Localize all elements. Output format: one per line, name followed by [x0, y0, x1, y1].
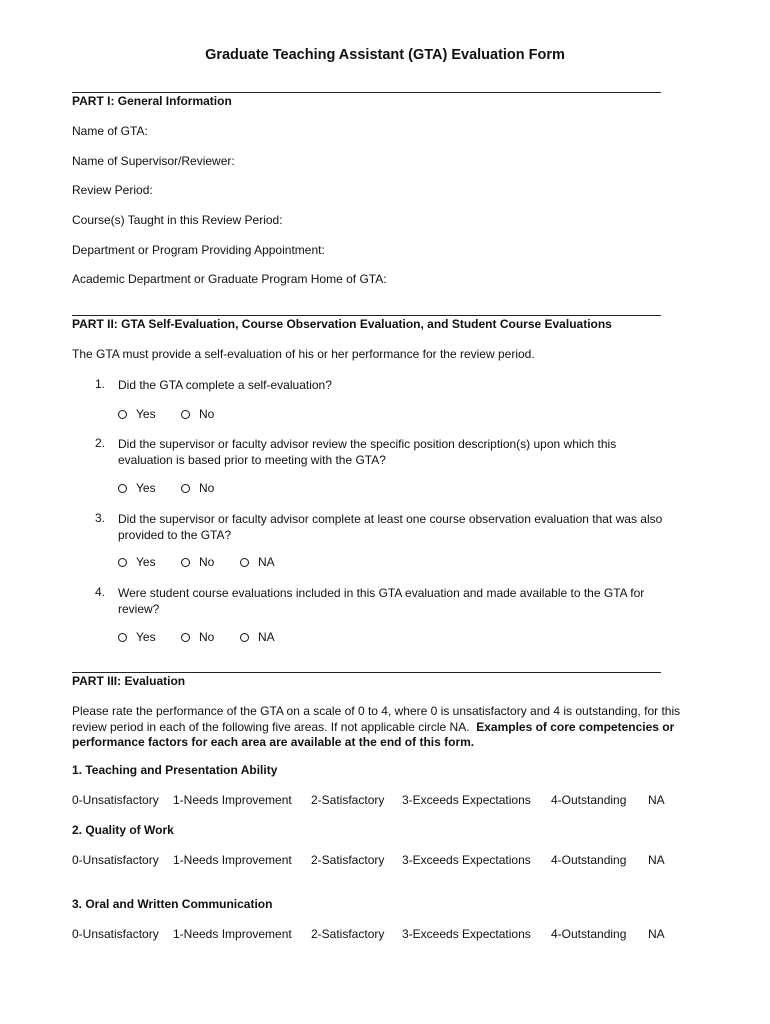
radio-label: NA [258, 630, 275, 644]
radio-circle-icon[interactable] [240, 558, 249, 567]
part3-intro-text: Please rate the performance of the GTA on a scale of 0 to 4, where 0 is unsatisfactory and 4 is outstanding, for this review period in each of the following five areas. If not applicable circle NA. [72, 704, 681, 734]
rating-option-1[interactable]: 1-Needs Improvement [173, 853, 292, 867]
radio-q4-no[interactable] [181, 630, 214, 644]
rating-option-1[interactable]: 1-Needs Improvement [173, 927, 292, 941]
radio-q3-yes[interactable] [118, 555, 156, 569]
section-divider [72, 315, 661, 316]
rating-option-2[interactable]: 2-Satisfactory [311, 853, 385, 867]
radio-circle-icon[interactable] [118, 558, 127, 567]
radio-q4-yes[interactable] [118, 630, 156, 644]
area-heading-communication: 3. Oral and Written Communication [72, 897, 273, 911]
part3-intro [72, 704, 692, 751]
question-number: 3. [95, 511, 106, 525]
radio-label: Yes [136, 630, 156, 644]
area-heading-teaching: 1. Teaching and Presentation Ability [72, 763, 278, 777]
radio-circle-icon[interactable] [181, 410, 190, 419]
radio-label: Yes [136, 481, 156, 495]
rating-option-2[interactable]: 2-Satisfactory [311, 927, 385, 941]
rating-option-4[interactable]: 4-Outstanding [551, 927, 627, 941]
rating-option-1[interactable]: 1-Needs Improvement [173, 793, 292, 807]
radio-q3-no[interactable] [181, 555, 214, 569]
radio-label: Yes [136, 407, 156, 421]
radio-circle-icon[interactable] [181, 558, 190, 567]
radio-q3-na[interactable] [240, 555, 275, 569]
rating-option-3[interactable]: 3-Exceeds Expectations [402, 793, 531, 807]
radio-label: No [199, 555, 215, 569]
field-gta-name: Name of GTA: [72, 124, 148, 138]
radio-label: No [199, 481, 215, 495]
field-home-department: Academic Department or Graduate Program Home of GTA: [72, 272, 387, 286]
rating-option-0[interactable]: 0-Unsatisfactory [72, 793, 159, 807]
rating-option-0[interactable]: 0-Unsatisfactory [72, 853, 159, 867]
rating-option-4[interactable]: 4-Outstanding [551, 793, 627, 807]
section-divider [72, 92, 661, 93]
field-review-period: Review Period: [72, 183, 153, 197]
question-text: Did the supervisor or faculty advisor complete at least one course observation evaluation that was also provided to the GTA? [118, 512, 663, 542]
form-title: Graduate Teaching Assistant (GTA) Evaluation Form [205, 47, 565, 63]
radio-q1-yes[interactable] [118, 407, 156, 421]
field-appointing-department: Department or Program Providing Appointment: [72, 243, 325, 257]
rating-scale-communication [72, 927, 672, 943]
radio-q2-yes[interactable] [118, 481, 156, 495]
part3-intro-bold: Examples of core competencies or performance factors for each area are available at the end of this form. [72, 719, 675, 749]
section-divider [72, 672, 661, 673]
rating-option-3[interactable]: 3-Exceeds Expectations [402, 927, 531, 941]
radio-circle-icon[interactable] [118, 410, 127, 419]
part2-heading: PART II: GTA Self-Evaluation, Course Observation Evaluation, and Student Course Evaluations [72, 317, 612, 331]
radio-label: No [199, 407, 215, 421]
radio-circle-icon[interactable] [181, 633, 190, 642]
radio-q4-na[interactable] [240, 630, 275, 644]
radio-circle-icon[interactable] [118, 484, 127, 493]
rating-option-na[interactable]: NA [648, 793, 665, 807]
area-heading-quality: 2. Quality of Work [72, 823, 174, 837]
rating-option-2[interactable]: 2-Satisfactory [311, 793, 385, 807]
radio-q2-no[interactable] [181, 481, 214, 495]
radio-label: No [199, 630, 215, 644]
rating-option-na[interactable]: NA [648, 927, 665, 941]
radio-circle-icon[interactable] [118, 633, 127, 642]
question-text: Were student course evaluations included in this GTA evaluation and made available to the GTA for review? [118, 586, 645, 616]
radio-label: NA [258, 555, 275, 569]
rating-option-na[interactable]: NA [648, 853, 665, 867]
rating-scale-teaching [72, 793, 672, 809]
part2-intro: The GTA must provide a self-evaluation of his or her performance for the review period. [72, 347, 535, 361]
radio-circle-icon[interactable] [240, 633, 249, 642]
rating-option-3[interactable]: 3-Exceeds Expectations [402, 853, 531, 867]
question-text: Did the GTA complete a self-evaluation? [118, 378, 332, 392]
question-number: 4. [95, 585, 106, 599]
part3-heading: PART III: Evaluation [72, 674, 186, 688]
question-text: Did the supervisor or faculty advisor review the specific position description(s) upon which this evaluation is based prior to meeting with the GTA? [118, 437, 617, 467]
question-number: 2. [95, 436, 106, 450]
radio-circle-icon[interactable] [181, 484, 190, 493]
rating-option-4[interactable]: 4-Outstanding [551, 853, 627, 867]
part1-heading: PART I: General Information [72, 94, 232, 108]
radio-q1-no[interactable] [181, 407, 214, 421]
field-courses-taught: Course(s) Taught in this Review Period: [72, 213, 283, 227]
rating-scale-quality [72, 853, 672, 869]
question-number: 1. [95, 377, 106, 391]
radio-label: Yes [136, 555, 156, 569]
field-supervisor-name: Name of Supervisor/Reviewer: [72, 154, 235, 168]
rating-option-0[interactable]: 0-Unsatisfactory [72, 927, 159, 941]
